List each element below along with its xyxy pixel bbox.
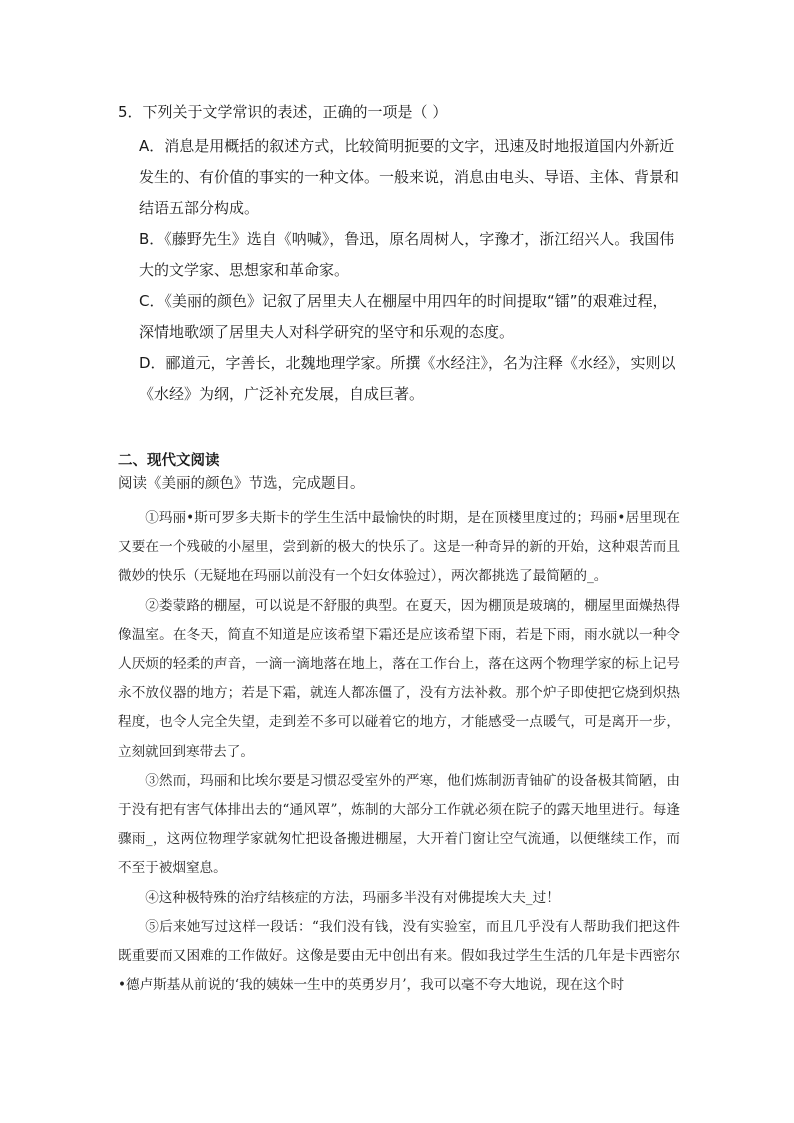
question-5-options — [139, 131, 679, 410]
question-5-stem: 5．下列关于文学常识的表述，正确的一项是（ ） — [118, 103, 448, 121]
reading-passage — [118, 504, 680, 1000]
option-a: A．消息是用概括的叙述方式，比较简明扼要的文字，迅速及时地报道国内外新近发生的、有价值的事实的一种文体。一般来说，消息由电头、导语、主体、背景和结语五部分构成。 — [139, 137, 680, 217]
reading-instruction: 阅读《美丽的颜色》节选，完成题目。 — [118, 476, 365, 492]
passage-paragraph-5: ⑤后来她写过这样一段话：“我们没有钱，没有实验室，而且几乎没有人帮助我们把这件既重要而又困难的工作做好。这像是要由无中创出有来。假如我过学生生活的几年是卡西密尔•德卢斯基从前说的‘我的姨妹一生中的英勇岁月’，我可以毫不夸大地说，现在这个时 — [118, 918, 680, 994]
option-b: B．《藤野先生》选自《呐喊》，鲁迅，原名周树人，字豫才，浙江绍兴人。我国伟大的文学家、思想家和革命家。 — [139, 230, 675, 279]
option-c: C．《美丽的颜色》记叙了居里夫人在棚屋中用四年的时间提取“镭”的艰难过程，深情地歌颂了居里夫人对科学研究的坚守和乐观的态度。 — [139, 292, 668, 341]
passage-paragraph-4: ④这种极特殊的治疗结核症的方法，玛丽多半没有对佛提埃大夫_过！ — [145, 889, 560, 906]
section-title: 二、现代文阅读 — [118, 453, 220, 469]
passage-paragraph-2: ②娄蒙路的棚屋，可以说是不舒服的典型。在夏天，因为棚顶是玻璃的，棚屋里面燥热得像温室。在冬天，简直不知道是应该希望下霜还是应该希望下雨，若是下雨，雨水就以一种令人厌烦的轻柔的声音，一滴一滴地落在地上，落在工作台上，落在这两个物理学家的标上记号永不放仪器的地方；若是下霜，就连人都冻僵了，没有方法补救。那个炉子即使把它烧到炽热程度，也令人完全失望，走到差不多可以碰着它的地方，才能感受一点暖气，可是离开一步，立刻就回到寒带去了。 — [118, 597, 680, 760]
passage-paragraph-1: ①玛丽•斯可罗多夫斯卡的学生生活中最愉快的时期，是在顶楼里度过的；玛丽•居里现在又要在一个残破的小屋里，尝到新的极大的快乐了。这是一种奇异的新的开始，这种艰苦而且微妙的快乐（无疑地在玛丽以前没有一个妇女体验过），两次都挑选了最简陋的_。 — [118, 510, 680, 585]
option-d: D．郦道元，字善长，北魏地理学家。所撰《水经注》，名为注释《水经》，实则以《水经》为纲，广泛补充发展，自成巨著。 — [139, 354, 676, 403]
passage-paragraph-3: ③然而，玛丽和比埃尔要是习惯忍受室外的严寒，他们炼制沥青铀矿的设备极其简陋，由于没有把有害气体排出去的“通风罩”，炼制的大部分工作就必须在院子的露天地里进行。每逢骤雨_，这两位物理学家就匆忙把设备搬进棚屋，大开着门窗让空气流通，以便继续工作，而不至于被烟窒息。 — [118, 772, 680, 877]
